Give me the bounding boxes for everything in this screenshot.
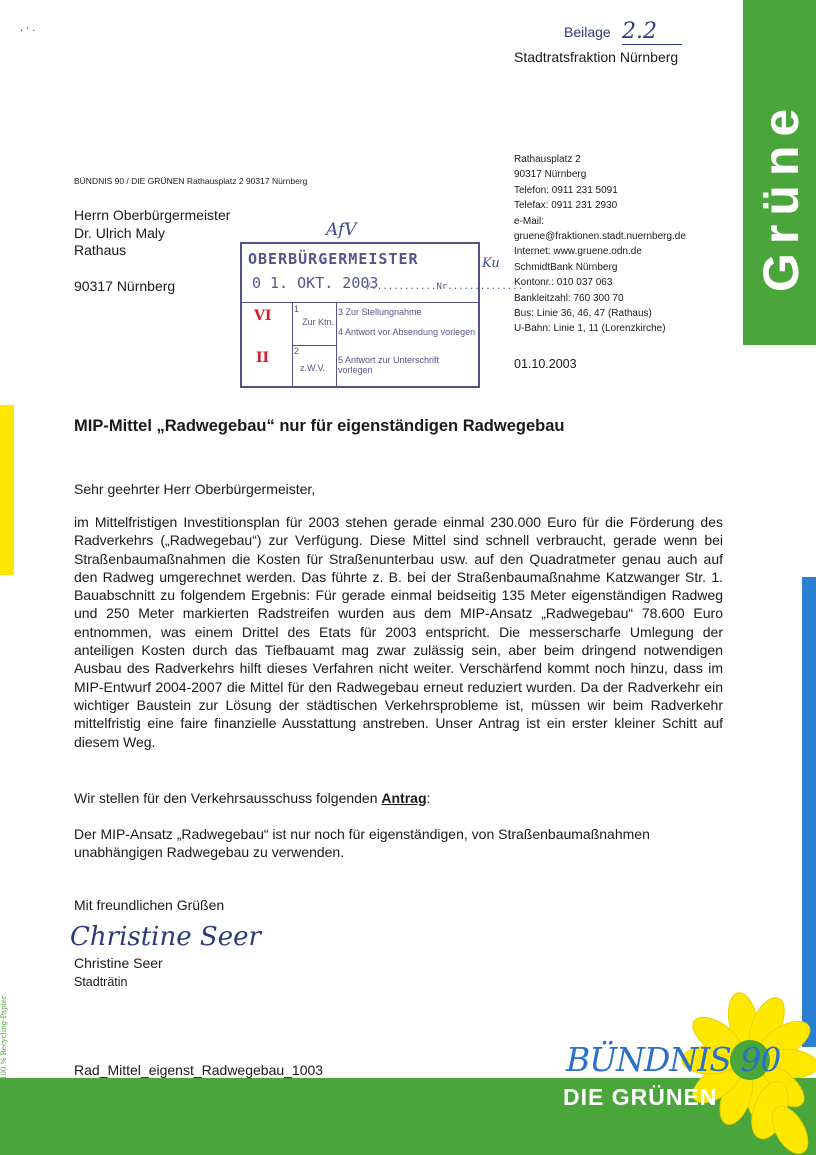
contact-line: 90317 Nürnberg <box>514 169 587 181</box>
contact-line: Kontonr.: 010 037 063 <box>514 277 613 289</box>
beilage-number: 2.2 <box>622 19 682 45</box>
contact-line: Telefax: 0911 231 2930 <box>514 200 618 212</box>
letter-closing: Mit freundlichen Grüßen <box>74 897 225 913</box>
contact-line: Rathausplatz 2 <box>514 154 581 165</box>
stamp-left-column <box>242 303 293 387</box>
signer-title: Stadträtin <box>74 975 128 989</box>
corner-marks: . ∙ . <box>20 22 36 34</box>
contact-block <box>514 152 686 337</box>
brand-blue-strip <box>802 577 816 1047</box>
document-filename: Rad_Mittel_eigenst_Radwegebau_1003 <box>74 1062 324 1078</box>
beilage-label: Beilage <box>564 24 611 40</box>
brand-vertical-word: Grüne <box>753 99 809 293</box>
motion-intro <box>74 790 430 806</box>
recipient-line: Dr. Ulrich Maly <box>74 224 166 241</box>
contact-line: gruene@fraktionen.stadt.nuernberg.de <box>514 231 686 243</box>
stamp-box-3: 3 Zur Stellungnahme <box>338 307 422 317</box>
stamp-number-line: /............Nr.............. <box>366 282 524 292</box>
stamp-box-1: 1 Zur Ktn. <box>292 303 337 346</box>
handwritten-signature: Christine Seer <box>70 922 261 952</box>
motion-word: Antrag <box>381 790 427 806</box>
stamp-title: OBERBÜRGERMEISTER <box>248 250 419 268</box>
motion-intro-text: Wir stellen für den Verkehrsausschuss folgenden <box>74 790 378 806</box>
stamp-grid <box>242 302 478 387</box>
letter-date: 01.10.2003 <box>514 357 577 371</box>
contact-line: Bankleitzahl: 760 300 70 <box>514 292 624 304</box>
stamp-box-2: 2 z.W.V. <box>292 345 337 387</box>
letter-subject: MIP-Mittel „Radwegebau“ nur für eigenständigen Radwegebau <box>74 417 565 435</box>
stamp-box-5: 5 Antwort zur Unterschrift vorlegen <box>338 355 440 375</box>
contact-line: Bus: Linie 36, 46, 47 (Rathaus) <box>514 308 652 320</box>
stamp-box-4: 4 Antwort vor Absendung vorlegen <box>338 327 476 337</box>
stamp-red-mark: II <box>256 350 270 366</box>
brand-yellow-strip <box>0 405 14 575</box>
signer-name: Christine Seer <box>74 955 163 971</box>
handwritten-initials: Ku <box>482 256 500 271</box>
recipient-line: Rathaus <box>74 242 127 258</box>
contact-line: SchmidtBank Nürnberg <box>514 261 618 273</box>
contact-line: e-Mail: <box>514 215 545 227</box>
contact-line: U-Bahn: Linie 1, 11 (Lorenzkirche) <box>514 323 666 335</box>
stamp-red-mark: VI <box>254 308 272 324</box>
stamp-date: 0 1. OKT. 2003 <box>252 274 379 292</box>
contact-line: Internet: www.gruene.odn.de <box>514 246 642 258</box>
fraktion-name: Stadtratsfraktion Nürnberg <box>514 49 679 65</box>
logo-buendnis90: BÜNDNIS 90 <box>566 1040 781 1079</box>
logo-die-gruenen: DIE GRÜNEN <box>563 1084 718 1110</box>
handwritten-afv: AfV <box>326 220 357 240</box>
motion-text: Der MIP-Ansatz „Radwegebau“ ist nur noch für eigenständigen, von Straßenbaumaßnahmen unabhängigen Radwegebau zu verwenden. <box>74 826 650 860</box>
contact-line: Telefon: 0911 231 5091 <box>514 184 618 196</box>
letter-salutation: Sehr geehrter Herr Oberbürgermeister, <box>74 481 316 497</box>
motion-colon: : <box>426 790 431 806</box>
recipient-line: Herrn Oberbürgermeister <box>74 207 231 223</box>
recipient-city: 90317 Nürnberg <box>74 278 176 294</box>
sender-line: BÜNDNIS 90 / DIE GRÜNEN Rathausplatz 2 90317 Nürnberg <box>74 176 308 186</box>
recycling-note: 100 % Recycling-Papier <box>0 995 8 1080</box>
recipient-address <box>74 207 230 260</box>
letter-body: im Mittelfristigen Investitionsplan für 2003 stehen gerade einmal 230.000 Euro für die Förderung des Radverkehrs („Radwegebau“) zur Verfügung. Diese Mittel sind schnell verbraucht, gerade wenn bei Straßenbaumaßnahmen die Kosten für Straßenunterbau usw. auf den Quadratmeter genau auch auf den Radweg umgerechnet werden. Das führte z. B. bei der Straßenbaumaßnahme Katzwanger Str. 1. Bauabschnitt zu folgendem Ergebnis: Für gerade einmal beidseitig 135 Meter eigenständigen Radweg und 250 Meter markierten Radstreifen wurden aus dem MIP-Ansatz „Radwegebau“ 78.600 Euro entnommen, was einem Drittel des Etats für 2003 entspricht. Die messerscharfe Umlegung der anteiligen Kosten durch das Tiefbauamt mag zwar zulässig sein, aber beim dringend notwendigen Ausbau des Radverkehrs hilft dieses Verfahren nicht weiter. Verschärfend kommt noch hinzu, dass im MIP-Entwurf 2004-2007 die Mittel für den Radwegebau erneut reduziert wurden. Da der Radverkehr ein wichtiger Baustein zur Lösung der städtischen Verkehrsprobleme ist, müssen wir beim Radverkehr mittelfristig eine faire finanzielle Ausstattung anstreben. Unser Antrag ist ein erster kleiner Schitt auf diesem Weg. <box>74 514 723 750</box>
